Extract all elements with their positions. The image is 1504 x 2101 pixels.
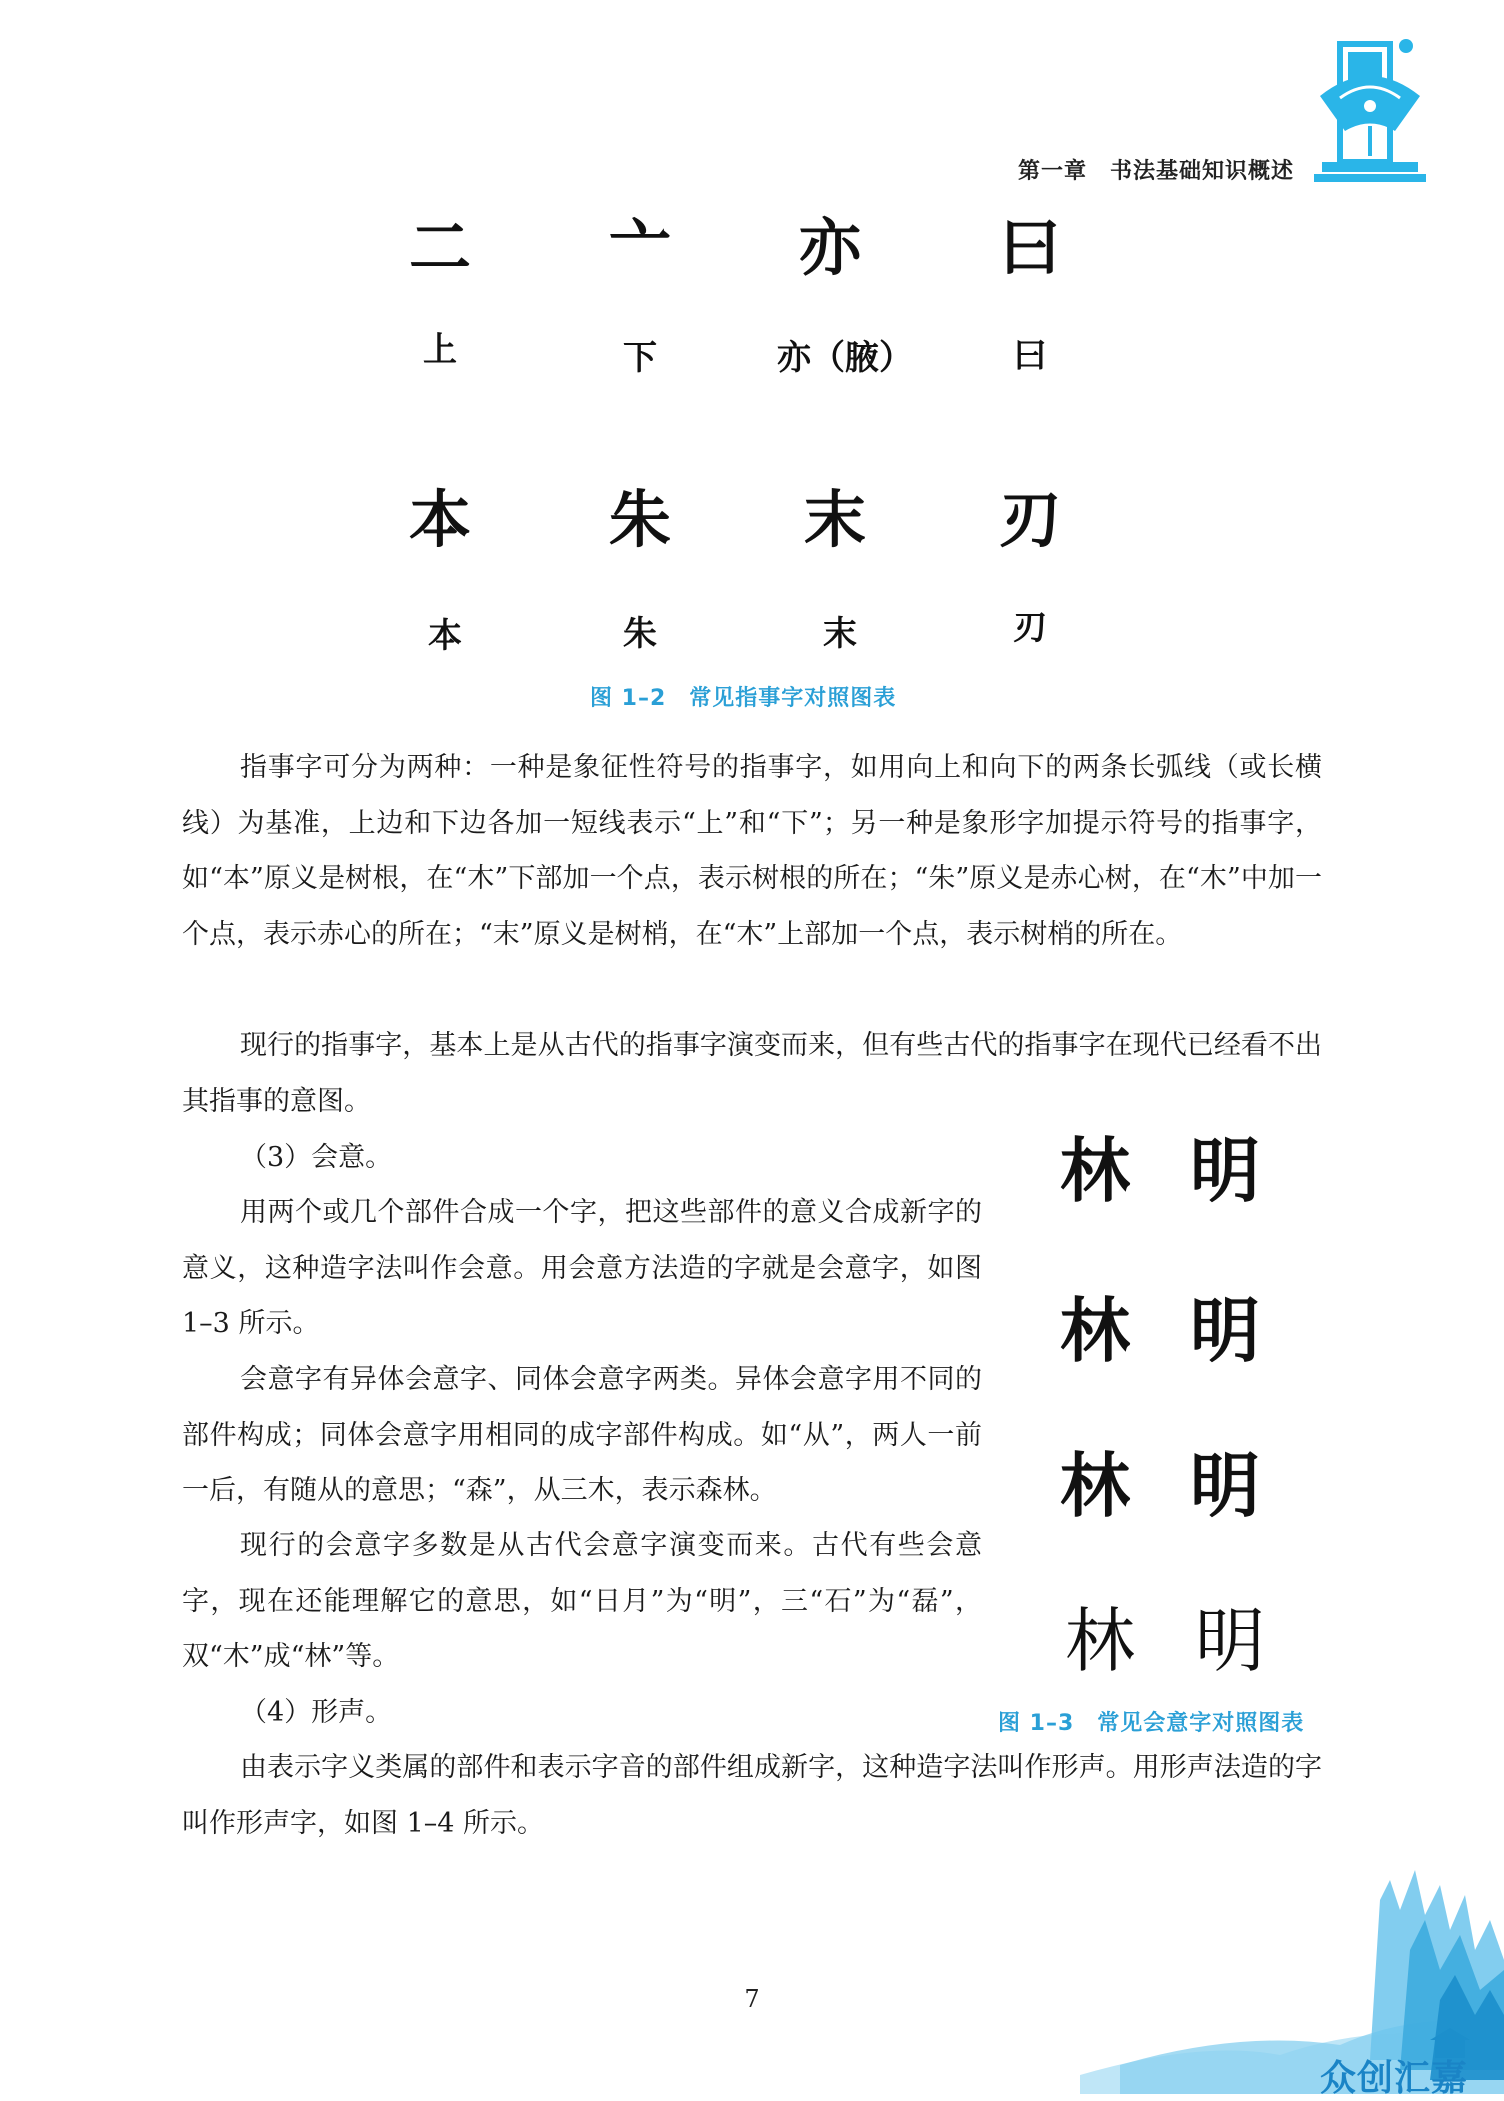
seal-glyph: 亠 <box>608 211 671 284</box>
paragraph: 用两个或几个部件合成一个字，把这些部件的意义合成新字的意义，这种造字法叫作会意。用会意方法造的字就是会意字，如图 1–3 所示。 <box>182 1197 982 1339</box>
figure-caption: 图 1–3 常见会意字对照图表 <box>998 1711 1305 1736</box>
seal-glyph: 末 <box>803 483 866 556</box>
seal-glyph: 亦 <box>798 211 861 284</box>
seal-glyph: 明 <box>1190 1444 1260 1527</box>
paragraph: 指事字可分为两种：一种是象征性符号的指事字，如用向上和向下的两条长弧线（或长横线）为基准，上边和下边各加一短线表示“上”和“下”；另一种是象形字加提示符号的指事字，如“本”原义是树根，在“木”下部加一个点，表示树根的所在；“朱”原义是赤心树，在“木”中加一个点，表示赤心的所在；“末”原义是树梢，在“木”上部加一个点，表示树梢的所在。 <box>182 752 1322 950</box>
seal-glyph: 林 <box>1060 1130 1130 1212</box>
modern-glyph: 本 <box>428 616 462 656</box>
page-number: 7 <box>744 1985 760 2013</box>
watermark: 众创汇嘉 <box>1320 2058 1469 2099</box>
seal-glyph: 林 <box>1060 1290 1130 1372</box>
section-heading: （4）形声。 <box>240 1697 393 1728</box>
section-heading: （3）会意。 <box>240 1142 393 1173</box>
chapter-emblem-icon <box>1310 36 1430 186</box>
seal-glyph: 明 <box>1190 1290 1260 1372</box>
chapter-title: 第一章 书法基础知识概述 <box>1018 158 1295 184</box>
modern-glyph: 曰 <box>1013 336 1047 376</box>
seal-glyph: 明 <box>1190 1130 1260 1212</box>
modern-glyph: 亦（腋） <box>777 338 913 378</box>
paragraph: 会意字有异体会意字、同体会意字两类。异体会意字用不同的部件构成；同体会意字用相同的成字部件构成。如“从”，两人一前一后，有随从的意思；“森”，从三木，表示森林。 <box>182 1364 982 1506</box>
seal-glyph: 二 <box>408 211 471 284</box>
seal-glyph: 刃 <box>998 483 1061 556</box>
paragraph: 现行的指事字，基本上是从古代的指事字演变而来，但有些古代的指事字在现代已经看不出其指事的意图。 <box>182 1030 1322 1117</box>
paragraph: 由表示字义类属的部件和表示字音的部件组成新字，这种造字法叫作形声。用形声法造的字叫作形声字，如图 1–4 所示。 <box>182 1752 1322 1839</box>
seal-glyph: 朱 <box>608 483 671 556</box>
modern-glyph: 明 <box>1195 1600 1265 1682</box>
modern-glyph: 林 <box>1065 1600 1135 1682</box>
seal-glyph: 林 <box>1060 1444 1130 1527</box>
paragraph: 现行的会意字多数是从古代会意字演变而来。古代有些会意字，现在还能理解它的意思，如“日月”为“明”，三“石”为“磊”，双“木”成“林”等。 <box>182 1530 982 1672</box>
seal-glyph: 曰 <box>998 211 1061 284</box>
seal-glyph: 本 <box>408 483 471 556</box>
figure-caption: 图 1–2 常见指事字对照图表 <box>590 686 897 711</box>
modern-glyph: 末 <box>823 614 857 654</box>
modern-glyph: 刃 <box>1013 608 1047 648</box>
modern-glyph: 下 <box>623 338 657 378</box>
modern-glyph: 上 <box>423 330 457 370</box>
modern-glyph: 朱 <box>623 614 657 654</box>
